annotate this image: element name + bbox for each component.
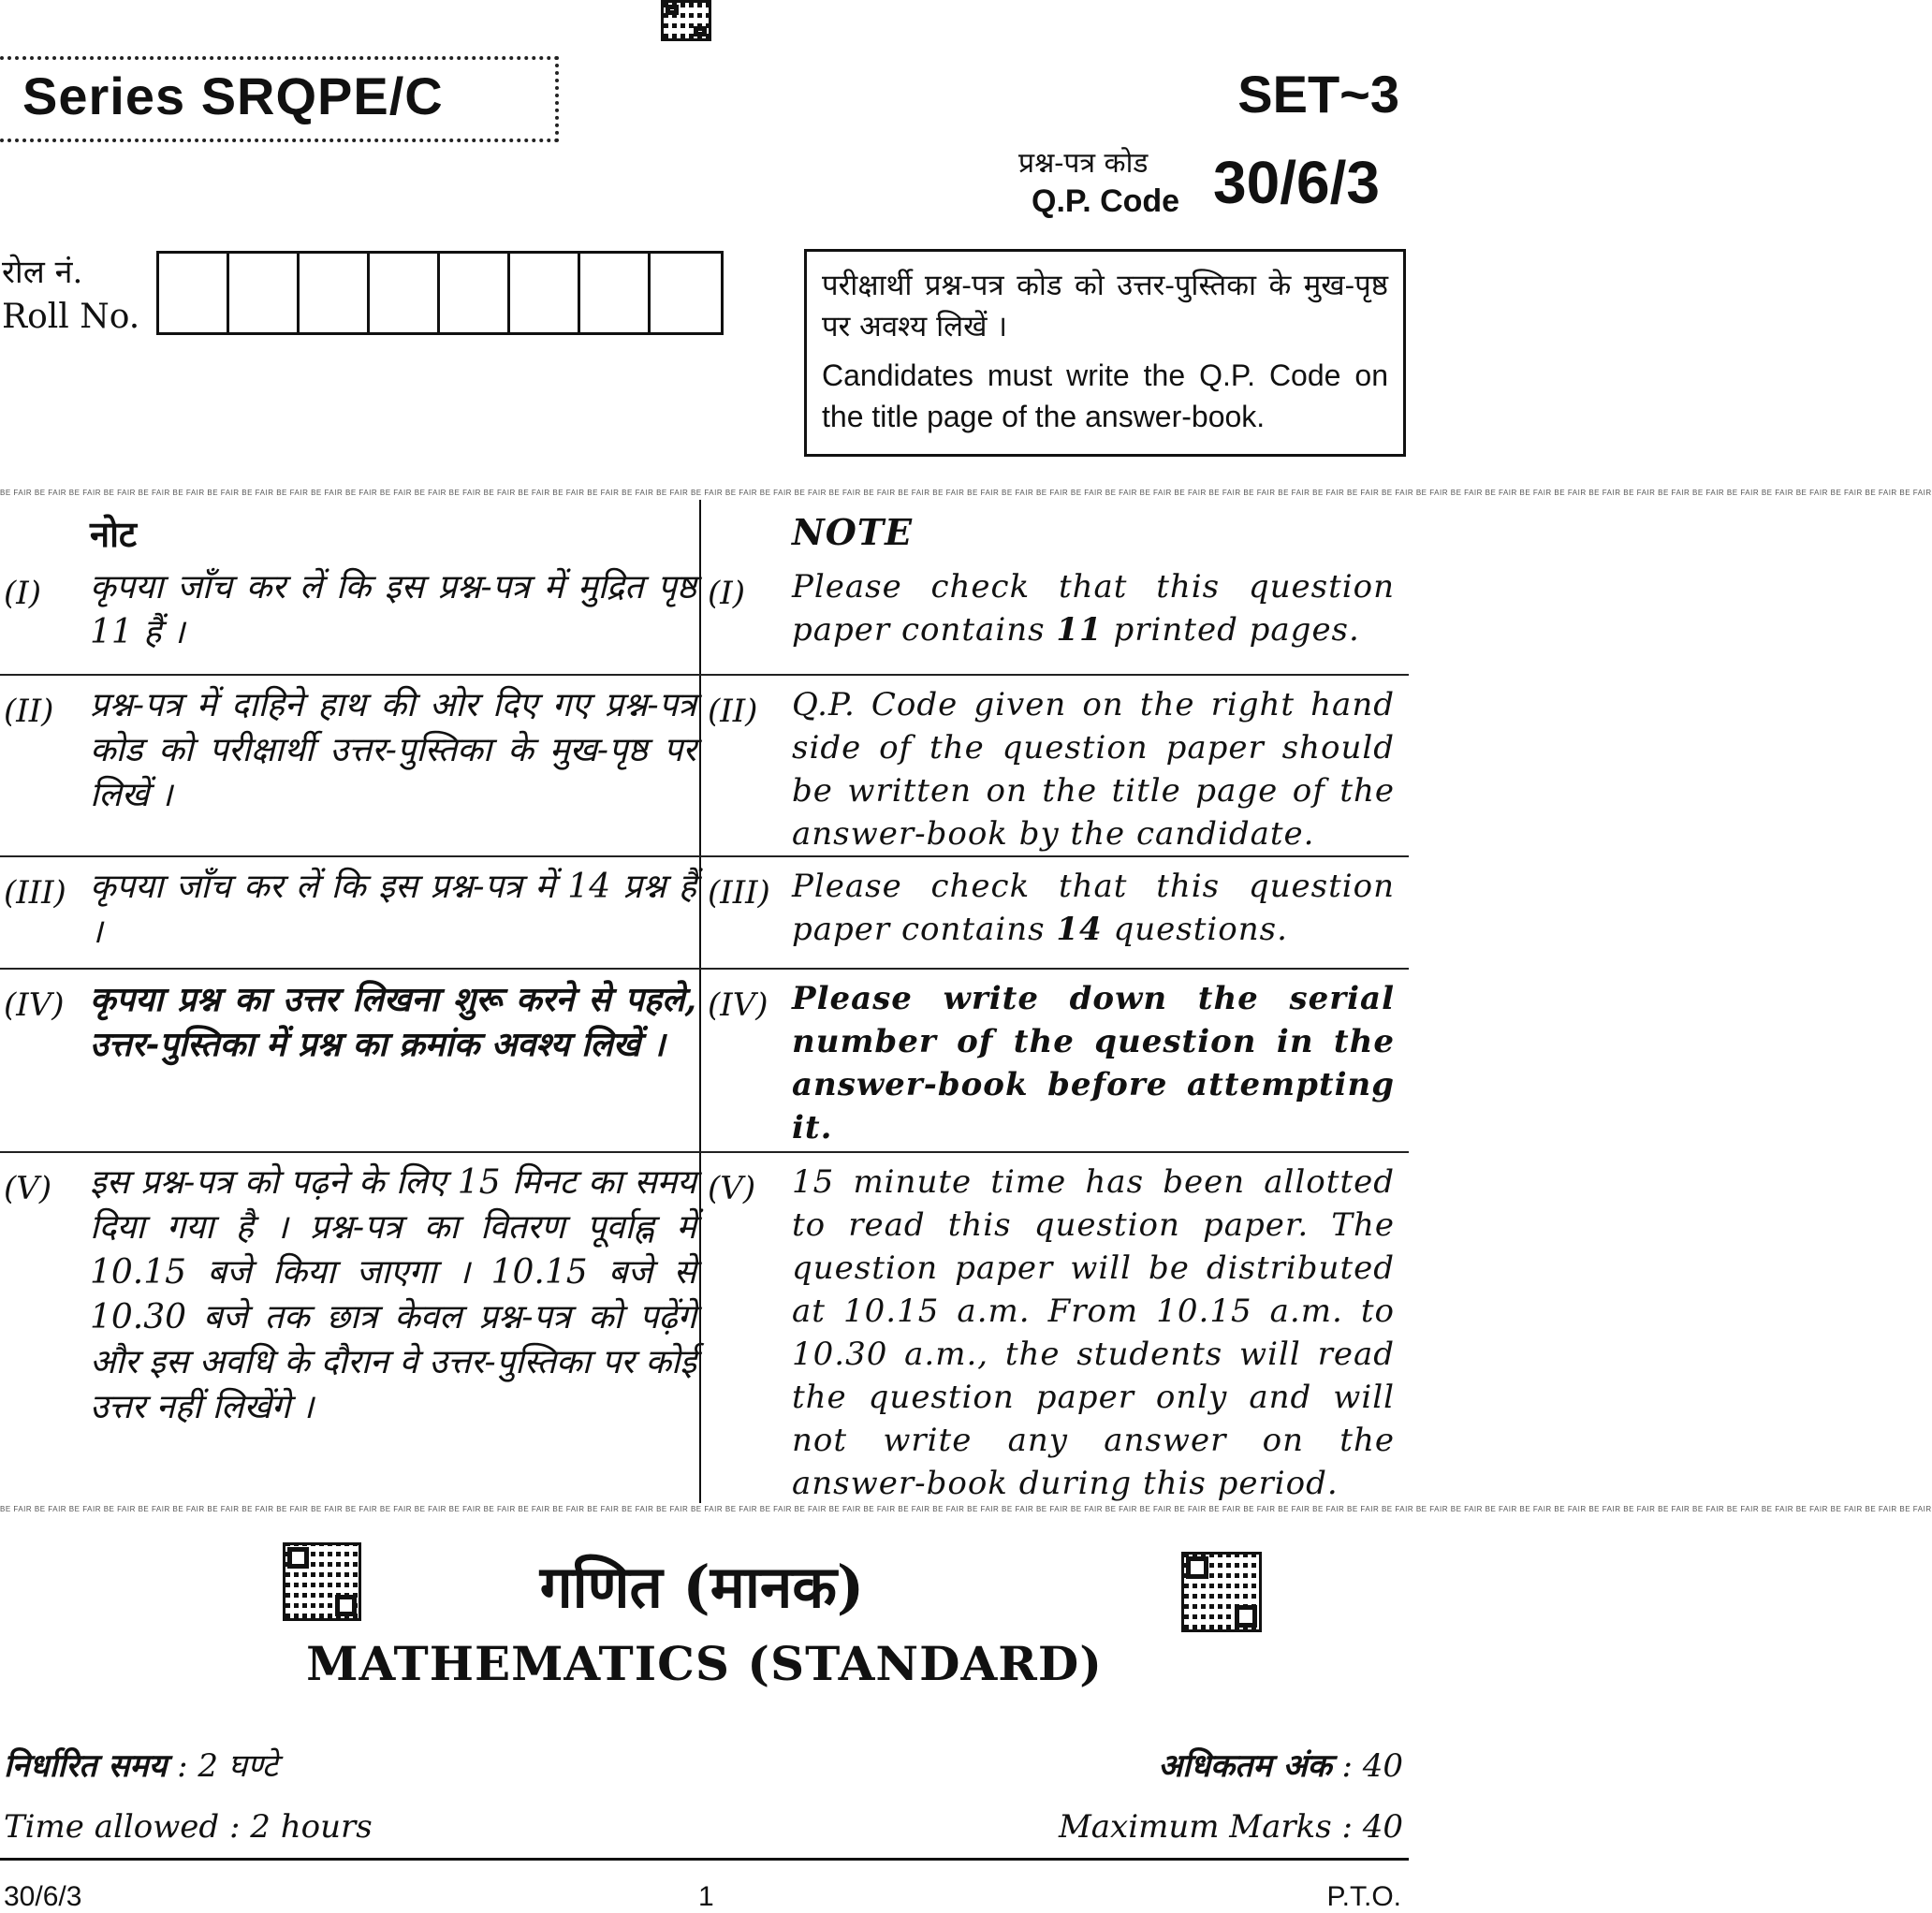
roll-label-hindi: रोल नं. (2, 254, 83, 291)
footer-qp-code: 30/6/3 (4, 1881, 82, 1912)
note-english: Please check that this question paper contains 14 questions. (792, 868, 1395, 948)
security-microtext-top: BE FAIR BE FAIR BE FAIR BE FAIR BE FAIR BE FAIR BE FAIR BE FAIR BE FAIR BE FAIR BE FAIR BE FAIR BE FAIR BE FAIR BE FAIR BE FAIR BE FAIR BE FAIR BE FAIR BE FAIR BE FAIR BE FAIR BE FAIR BE FAIR BE FAIR BE FAIR BE FAIR BE FAIR BE FAIR BE FAIR BE FAIR BE FAIR BE FAIR BE FAIR BE FAIR BE FAIR BE FAIR BE FAIR BE FAIR BE FAIR BE FAIR BE FAIR BE FAIR BE FAIR BE FAIR BE FAIR BE FAIR BE FAIR BE FAIR BE FAIR BE FAIR BE FAIR BE FAIR BE FAIR BE FAIR BE FAIR (0, 489, 1932, 497)
note-english: Please check that this question paper contains 11 printed pages. (792, 568, 1395, 649)
notice-english: Candidates must write the Q.P. Code on the title page of the answer-book. (822, 358, 1388, 433)
roll-cell[interactable] (159, 254, 229, 332)
note-number: (II) (708, 693, 758, 730)
series-label: Series SRQPE/C (22, 66, 444, 125)
maximum-marks-hindi: अधिकतम अंक : 40 (1158, 1747, 1403, 1785)
roll-cell[interactable] (510, 254, 580, 332)
roll-cell[interactable] (370, 254, 440, 332)
page-number: 1 (698, 1881, 714, 1912)
row-divider (0, 674, 1409, 676)
qr-code-icon (283, 1542, 361, 1621)
qp-code: 30/6/3 (1213, 149, 1380, 216)
row-divider (0, 855, 1409, 857)
time-allowed: Time allowed : 2 hours (4, 1808, 373, 1846)
note-number: (V) (4, 1170, 52, 1207)
note-number: (I) (708, 575, 745, 612)
roll-number-grid[interactable] (156, 251, 724, 335)
note-number: (III) (4, 874, 66, 912)
note-hindi: इस प्रश्न-पत्र को पढ़ने के लिए 15 मिनट का समय दिया गया है । प्रश्न-पत्र का वितरण पूर्वाह्न में 10.15 बजे किया जाएगा । 10.15 बजे से 10.30 बजे तक छात्र केवल प्रश्न-पत्र को पढ़ेंगे और इस अवधि के दौरान वे उत्तर-पुस्तिका पर कोई उत्तर नहीं लिखेंगे । (90, 1163, 696, 1426)
subject-title: MATHEMATICS (STANDARD) (306, 1636, 1103, 1691)
note-number: (IV) (708, 986, 768, 1024)
qr-code-icon (1181, 1552, 1262, 1632)
note-hindi: कृपया प्रश्न का उत्तर लिखना शुरू करने से पहले, उत्तर-पुस्तिका में प्रश्न का क्रमांक अवश्य लिखें । (90, 980, 696, 1064)
roll-cell[interactable] (229, 254, 300, 332)
note-english: Please write down the serial number of the question in the answer-book before attempting it. (792, 980, 1395, 1146)
note-number: (IV) (4, 986, 65, 1024)
row-divider (0, 968, 1409, 970)
subject-title-hindi: गणित (मानक) (539, 1553, 865, 1621)
qp-code-label-hindi: प्रश्न-पत्र कोड (1018, 147, 1149, 180)
roll-cell[interactable] (300, 254, 370, 332)
note-english: Q.P. Code given on the right hand side of the question paper should be written on the title page of the answer-book by the candidate. (792, 686, 1395, 853)
row-divider (0, 1151, 1409, 1153)
note-number: (V) (708, 1170, 756, 1207)
note-number: (III) (708, 874, 770, 912)
roll-cell[interactable] (651, 254, 721, 332)
note-english: 15 minute time has been allotted to read this question paper. The question paper will be distributed at 10.15 a.m. From 10.15 a.m. to 10.30 a.m., the students will read the question paper only and will not write any answer on the answer-book during this period. (792, 1163, 1395, 1502)
qr-code-icon (661, 0, 711, 41)
notes-heading-english: NOTE (792, 511, 914, 553)
qp-code-label: Q.P. Code (1032, 183, 1180, 219)
security-microtext-bottom: BE FAIR BE FAIR BE FAIR BE FAIR BE FAIR BE FAIR BE FAIR BE FAIR BE FAIR BE FAIR BE FAIR BE FAIR BE FAIR BE FAIR BE FAIR BE FAIR BE FAIR BE FAIR BE FAIR BE FAIR BE FAIR BE FAIR BE FAIR BE FAIR BE FAIR BE FAIR BE FAIR BE FAIR BE FAIR BE FAIR BE FAIR BE FAIR BE FAIR BE FAIR BE FAIR BE FAIR BE FAIR BE FAIR BE FAIR BE FAIR BE FAIR BE FAIR BE FAIR BE FAIR BE FAIR BE FAIR BE FAIR BE FAIR BE FAIR BE FAIR BE FAIR BE FAIR BE FAIR BE FAIR BE FAIR BE FAIR (0, 1505, 1932, 1513)
maximum-marks: Maximum Marks : 40 (1058, 1808, 1403, 1846)
qp-code-notice-box (804, 249, 1406, 457)
pto-label: P.T.O. (1326, 1881, 1401, 1912)
note-number: (I) (4, 575, 41, 612)
roll-cell[interactable] (440, 254, 510, 332)
note-hindi: कृपया जाँच कर लें कि इस प्रश्न-पत्र में 14 प्रश्न हैं । (90, 868, 696, 951)
notice-hindi: परीक्षार्थी प्रश्न-पत्र कोड को उत्तर-पुस्तिका के मुख-पृष्ठ पर अवश्य लिखें । (822, 269, 1388, 343)
roll-cell[interactable] (580, 254, 651, 332)
note-hindi: कृपया जाँच कर लें कि इस प्रश्न-पत्र में मुद्रित पृष्ठ 11 हैं । (90, 568, 696, 651)
note-hindi: प्रश्न-पत्र में दाहिने हाथ की ओर दिए गए प्रश्न-पत्र कोड को परीक्षार्थी उत्तर-पुस्तिका के मुख-पृष्ठ पर लिखें । (90, 686, 696, 814)
roll-label: Roll No. (2, 298, 140, 336)
footer-divider (0, 1858, 1409, 1861)
set-label: SET~3 (1237, 65, 1399, 124)
notes-column-divider (699, 500, 701, 1503)
note-number: (II) (4, 693, 54, 730)
notes-heading-hindi: नोट (90, 513, 138, 555)
time-allowed-hindi: निर्धारित समय : 2 घण्टे (4, 1747, 278, 1785)
